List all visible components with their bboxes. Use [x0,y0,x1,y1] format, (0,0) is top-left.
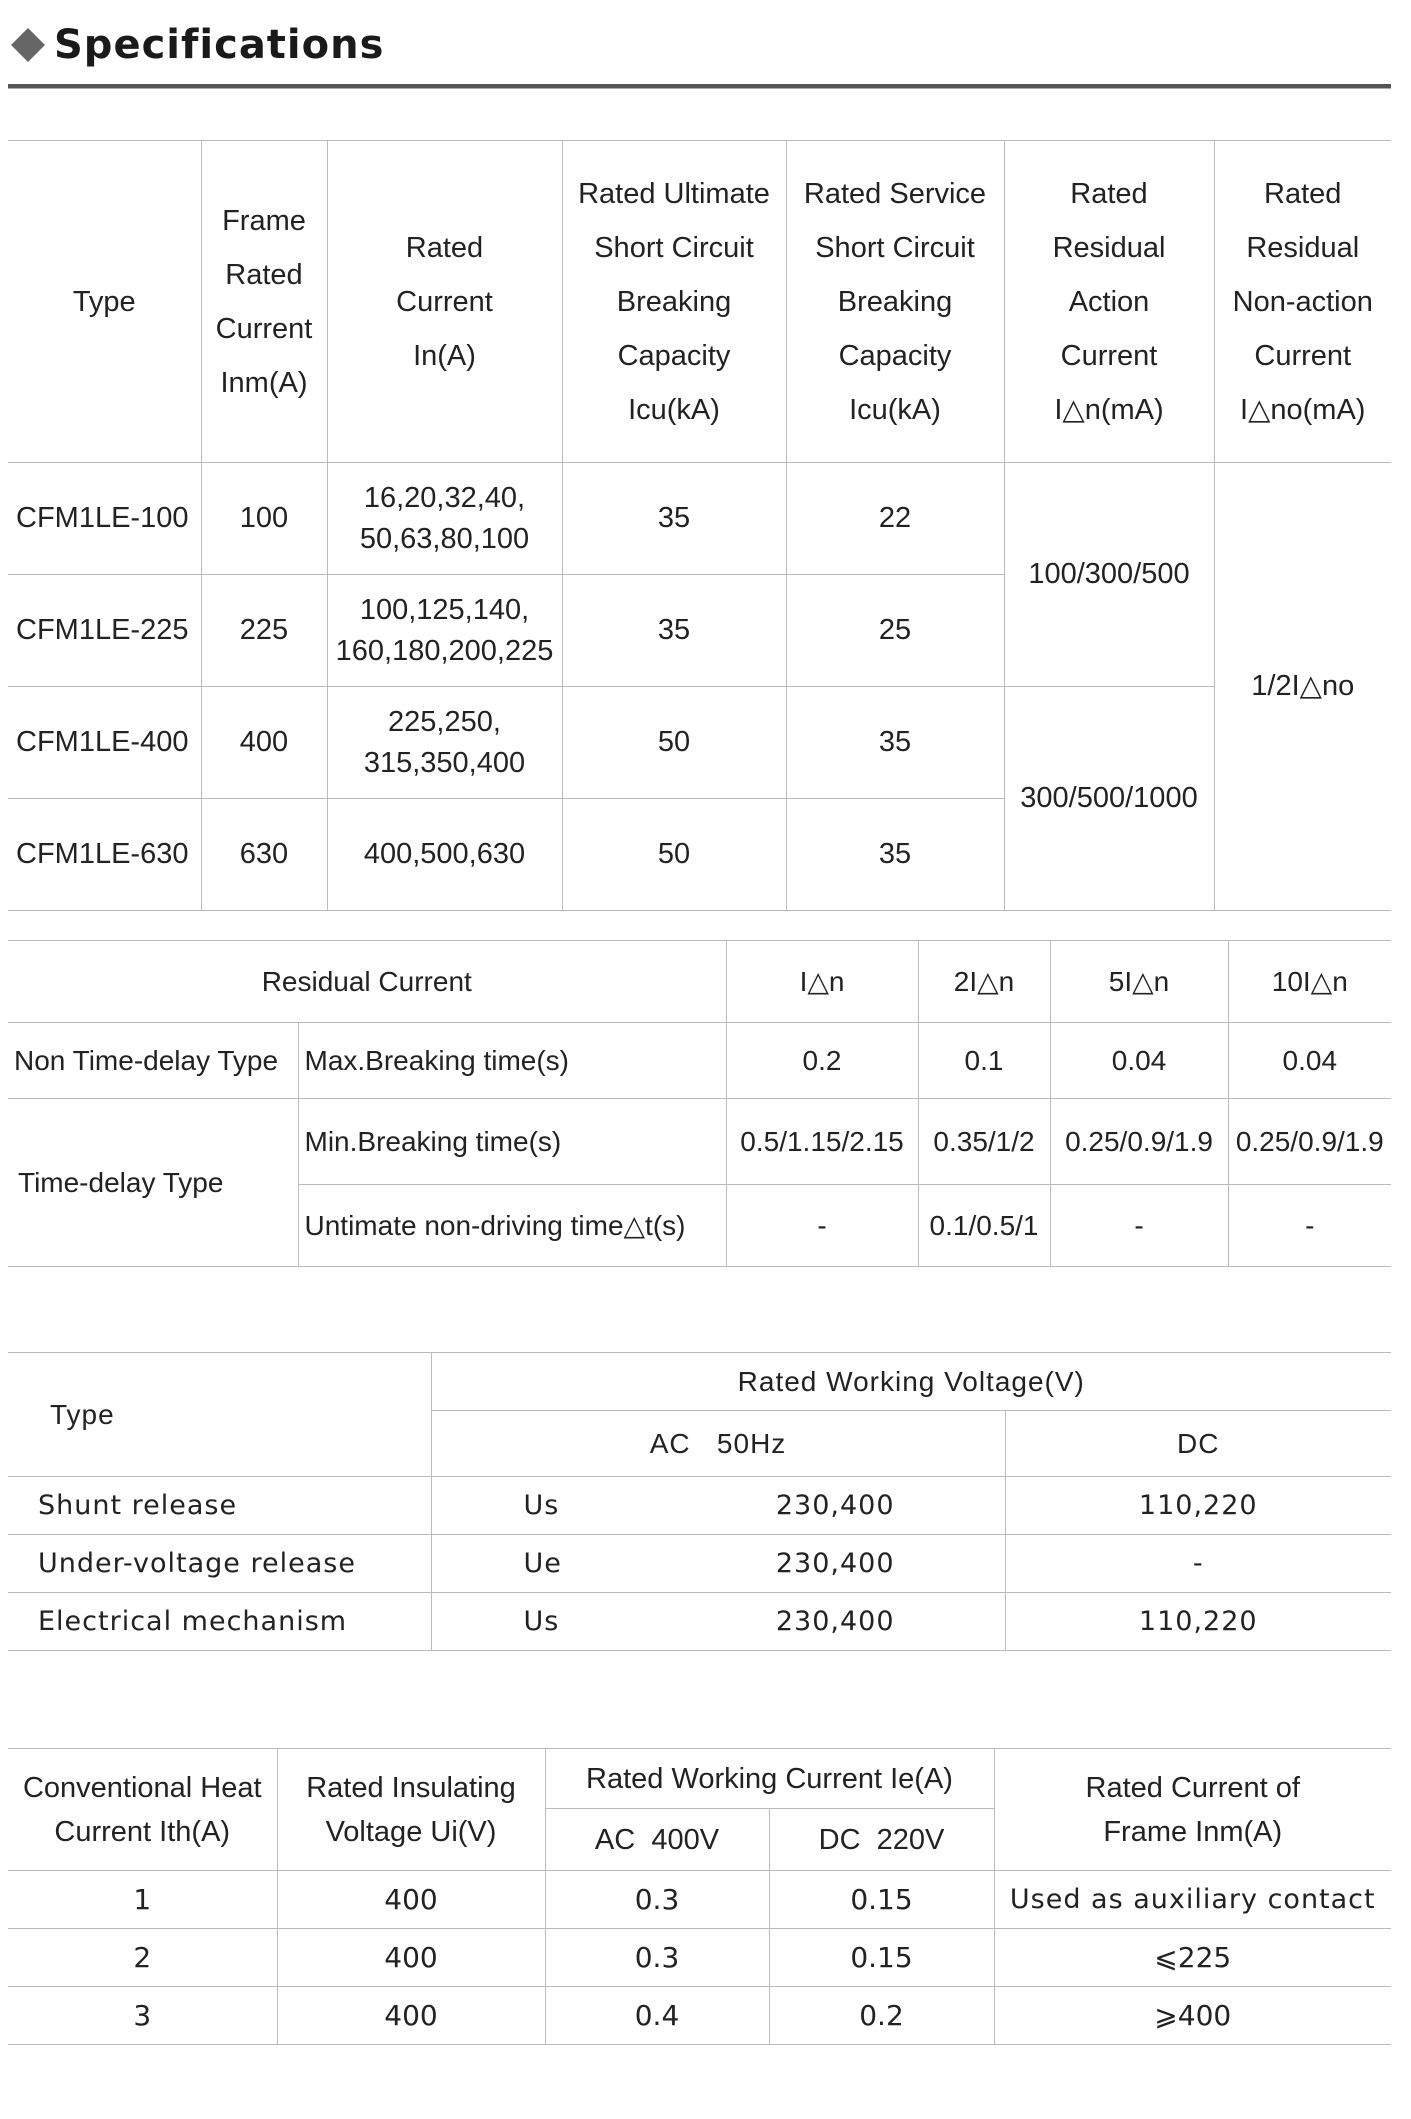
ith-cell: 1 [8,1871,277,1929]
header-cell: Rated Residual Non-action Current I△no(mA) [1214,141,1391,463]
current-cell: 16,20,32,40, 50,63,80,100 [327,463,562,575]
frame-cell: 400 [201,687,327,799]
ac-current-cell: 0.3 [545,1871,769,1929]
current-cell: 100,125,140, 160,180,200,225 [327,575,562,687]
table-row [8,1929,1391,1987]
value-cell: 0.1/0.5/1 [918,1185,1050,1267]
value-cell: 0.35/1/2 [918,1099,1050,1185]
frame-current-header: Rated Current of Frame Inm(A) [994,1749,1391,1871]
current-cell: 225,250, 315,350,400 [327,687,562,799]
dc-header: DC [1005,1411,1391,1477]
residual-current-header: Residual Current [8,941,726,1023]
type-cell: CFM1LE-100 [8,463,201,575]
breaker-spec-table [8,140,1391,911]
value-cell: 0.5/1.15/2.15 [726,1099,918,1185]
table-header-row [8,141,1391,463]
table-row [8,1099,1391,1185]
value-cell: 0.1 [918,1023,1050,1099]
voltage-header: Rated Working Voltage(V) [431,1353,1391,1411]
auxiliary-contact-table [8,1748,1391,2045]
ith-cell: 3 [8,1987,277,2045]
non-driving-time-label: Untimate non-driving time△t(s) [298,1185,726,1267]
table-row [8,463,1391,575]
ics-cell: 35 [786,687,1004,799]
table-row [8,1987,1391,2045]
icu-cell: 50 [562,687,786,799]
insulating-voltage-header: Rated Insulating Voltage Ui(V) [277,1749,545,1871]
diamond-bullet-icon [11,28,45,62]
table-row [8,1477,1391,1535]
heading-title: Specifications [54,22,385,68]
frame-current-cell: Used as auxiliary contact [994,1871,1391,1929]
frame-current-cell: ⩽225 [994,1929,1391,1987]
current-cell: 400,500,630 [327,799,562,911]
delay-type-label: Time-delay Type [8,1099,298,1267]
working-current-header: Rated Working Current Ie(A) [545,1749,994,1809]
table-row [8,1535,1391,1593]
header-cell: Type [8,141,201,463]
residual-current-table [8,940,1391,1267]
dc-voltage-cell: 110,220 [1005,1477,1391,1535]
header-cell: 10I△n [1228,941,1391,1023]
table-header-row [8,941,1391,1023]
ics-cell: 22 [786,463,1004,575]
heading-rule [8,84,1391,89]
ac-header: AC 400V [545,1809,769,1871]
frame-cell: 225 [201,575,327,687]
action-current-cell: 100/300/500 [1004,463,1214,687]
value-cell: 0.2 [726,1023,918,1099]
type-cell: CFM1LE-630 [8,799,201,911]
frame-current-cell: ⩾400 [994,1987,1391,2045]
ui-cell: 400 [277,1929,545,1987]
header-cell: Frame Rated Current Inm(A) [201,141,327,463]
type-cell: CFM1LE-400 [8,687,201,799]
accessory-voltage-table [8,1352,1391,1651]
min-breaking-label: Min.Breaking time(s) [298,1099,726,1185]
dc-current-cell: 0.2 [769,1987,994,2045]
frame-cell: 100 [201,463,327,575]
header-cell: Rated Ultimate Short Circuit Breaking Capacity Icu(kA) [562,141,786,463]
header-cell: 2I△n [918,941,1050,1023]
ith-cell: 2 [8,1929,277,1987]
dc-voltage-cell: - [1005,1535,1391,1593]
type-header: Type [8,1353,431,1477]
ui-cell: 400 [277,1987,545,2045]
ac-current-cell: 0.3 [545,1929,769,1987]
dc-header: DC 220V [769,1809,994,1871]
ac-current-cell: 0.4 [545,1987,769,2045]
value-cell: 0.04 [1050,1023,1228,1099]
header-cell: I△n [726,941,918,1023]
header-cell: Rated Current In(A) [327,141,562,463]
value-cell: - [1050,1185,1228,1267]
ac-voltage-cell: Ue 230,400 [431,1535,1005,1593]
dc-current-cell: 0.15 [769,1929,994,1987]
dc-voltage-cell: 110,220 [1005,1593,1391,1651]
header-cell: Rated Residual Action Current I△n(mA) [1004,141,1214,463]
value-cell: 0.25/0.9/1.9 [1050,1099,1228,1185]
value-cell: - [1228,1185,1391,1267]
ac-voltage-cell: Us 230,400 [431,1593,1005,1651]
ics-cell: 25 [786,575,1004,687]
accessory-name: Electrical mechanism [8,1593,431,1651]
icu-cell: 35 [562,463,786,575]
icu-cell: 50 [562,799,786,911]
ac-header: AC 50Hz [431,1411,1005,1477]
table-header-row [8,1353,1391,1411]
action-current-cell: 300/500/1000 [1004,687,1214,911]
heat-current-header: Conventional Heat Current Ith(A) [8,1749,277,1871]
table-row [8,1593,1391,1651]
value-cell: - [726,1185,918,1267]
ics-cell: 35 [786,799,1004,911]
value-cell: 0.25/0.9/1.9 [1228,1099,1391,1185]
table-row [8,1871,1391,1929]
ui-cell: 400 [277,1871,545,1929]
header-cell: 5I△n [1050,941,1228,1023]
ac-voltage-cell: Us 230,400 [431,1477,1005,1535]
non-action-current-cell: 1/2I△no [1214,463,1391,911]
accessory-name: Shunt release [8,1477,431,1535]
icu-cell: 35 [562,575,786,687]
header-cell: Rated Service Short Circuit Breaking Capacity Icu(kA) [786,141,1004,463]
table-row [8,1023,1391,1099]
frame-cell: 630 [201,799,327,911]
max-breaking-label: Max.Breaking time(s) [298,1023,726,1099]
dc-current-cell: 0.15 [769,1871,994,1929]
table-header-row [8,1749,1391,1809]
type-cell: CFM1LE-225 [8,575,201,687]
value-cell: 0.04 [1228,1023,1391,1099]
non-delay-type-label: Non Time-delay Type [8,1023,298,1099]
table-row [8,687,1391,799]
section-heading [8,18,384,72]
accessory-name: Under-voltage release [8,1535,431,1593]
